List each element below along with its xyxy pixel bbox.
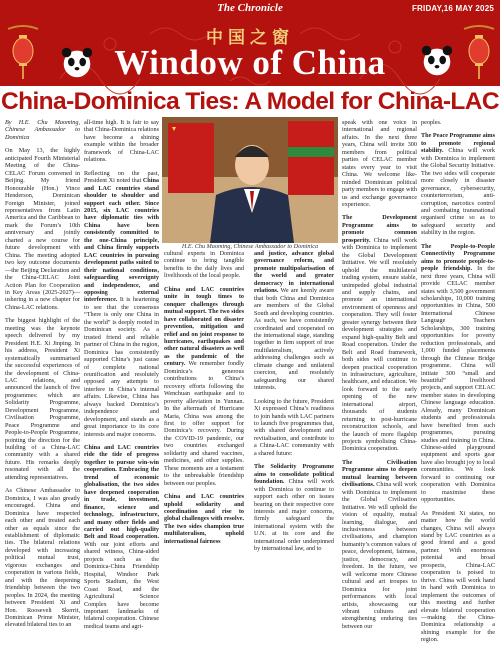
bold-text-run: and justice, advance global governance reform, and promote multipolarisation of the world and greater democracy in international relations. (254, 250, 334, 295)
article-paragraph (342, 459, 417, 630)
text-run: China will work with Dominica to implement the Global Security Initiative. The two sides will cooperate more closely in disaster governance, cybersecurity, counterterrorism, anti-corruption, narcotics control and combating transnational organised crime so as to safeguard security and stability in the region. (421, 147, 495, 237)
bold-text-run: China and LAC countries stand shoulder to shoulder and support each other. Since 2015, six LAC countries have diplomatic ties with China have been consistently committed to the one-China principle, and China firmly supports LAC countries in pursuing development paths suited to their national conditions, safeguarding sovereignty and independence, and opposing external interference. (84, 177, 159, 304)
banner-title: Window of China (114, 43, 386, 82)
text-run: In the next three years, China will provide CELAC member states with 3,500 government scholarships, 10,000 training opportunities in China, 500 International Chinese Language Teachers Scholarships, 300 training opportunities for poverty reduction professionals, and 1,000 funded placements through the Chinese Bridge programme. China will initiate 300 “small and beautiful” livelihood projects, and support CELAC member states in developing Chinese language education. Already, many Dominican students and professionals have benefited from such programmes, pursuing studies and training in China. Chinese-aided playground equipment and sports gear have also brought joy to local communities. We look forward to continuing our cooperation with Dominica to maximise these opportunities. (421, 265, 495, 504)
bold-text-run: China and LAC countries uphold solidarity and coordination and rise to global challenges with resolve. The two sides champion true multilateralism, uphold international fairness (164, 493, 244, 545)
article-paragraph (5, 487, 80, 629)
banner-title-chinese: 中国之窗 (206, 28, 294, 48)
ambassador-photo (162, 117, 338, 243)
article-paragraph (421, 243, 495, 504)
article-paragraph (254, 463, 334, 552)
article-column-3 (164, 250, 244, 551)
article-paragraph (84, 444, 159, 630)
text-run: China will work with Dominica to continue to support each other on issues bearing on their respective core interests and major concerns, firmly safeguard the international system with the U.N. at its core and the international order underpinned by international law, and to (254, 478, 334, 553)
article-paragraph (421, 132, 495, 236)
bold-text-run: The Solidarity Programme aims to consolidate political foundation. (254, 463, 334, 486)
article-column-2 (84, 119, 159, 636)
text-run: cultural experts in Dominica continue to bring tangible benefits to the daily lives and livelihoods of the local people. (164, 250, 244, 280)
article-paragraph (421, 119, 495, 126)
issue-date: FRIDAY,16 MAY 2025 (411, 4, 494, 13)
article-paragraph (342, 214, 417, 453)
bold-text-run: The Peace Programme aims to promote regional stability. (421, 132, 495, 155)
article-column-6 (421, 119, 495, 650)
bold-text-run: The Civilisation Programme aims to deepen mutual learning between civilisations. (342, 458, 417, 489)
publication-name: The Chronicle (217, 2, 283, 14)
article-paragraph (342, 119, 417, 208)
text-run: China will work with Dominica to implement the Global Development Initiative. We will resolutely uphold the multilateral trading system, ensure stable, unimpeded global industrial and supply chains, and promote an international environment of openness and cooperation. They will foster greater synergy between their development strategies and expand high-quality Belt and Road cooperation. Under the Belt and Road framework, both sides will continue to deepen practical cooperation in infrastructure, agriculture, healthcare, and education. We look forward to the early opening of the new international airport, thousands of students returning to post-hurricane reconstruction schools, and the launch of more flagship projects symbolising China-Dominica cooperation. (342, 236, 417, 453)
article-column-5 (342, 119, 417, 636)
text-run: Looking to the future, President Xi expressed China’s readiness to join hands with LAC partners to launch five programmes that, with shared development and revitalisation, and contribute to a China-LAC community with a shared future: (254, 397, 334, 457)
bold-text-run: The People-to-People Connectivity Programme aims to promote people-to-people friendship. (421, 242, 495, 273)
section-banner (0, 19, 500, 86)
text-run: It is heartening to see that the consensus “There is only one China in the world” is deeply rooted in Dominican society. As a trusted friend and reliable partner of China in the region, Dominica has consistently supported China’s just cause of complete national reunification and resolutely opposed any attempts to interfere in China’s internal affairs. Likewise, China has always backed Dominica’s independence and development, and stands as a great importance to its core interests and major concerns. (84, 296, 159, 438)
article-paragraph (164, 250, 244, 280)
article-paragraph (164, 286, 244, 487)
article-paragraph (254, 250, 334, 392)
byline: By H.E. Chu Maoming, Chinese Ambassador to Dominica (5, 119, 80, 141)
masthead-bar (0, 0, 500, 19)
text-run: speak with one voice in international and regional affairs. In the next three years, China will invite 300 members from political parties of CELAC member states every year to visit China. We welcome like-minded Dominican political party members to engage with us and exchange governance experience. (342, 119, 417, 208)
article-paragraph (5, 147, 80, 311)
text-run: On May 13, the highly anticipated Fourth Ministerial Meeting of the China-CELAC Forum convened in Beijing. My friend Honourable (Hon.) Vince Henderson, Dominican Foreign Minister, joined representatives from Latin America and the Caribbean to mark the Forum’s 10th anniversary and jointly charted a new course for future development with China. The meeting adopted two key outcome documents—the Beijing Declaration and the China-CELAC Joint Action Plan for Cooperation in Key Areas (2025-2027)—ushering in a new chapter for China-LAC relations. (5, 147, 80, 311)
bold-text-run: China and LAC countries unite in tough times to conquer challenges through mutual support. The two sides have collaborated on disaster prevention, mitigation and relief and on joint response to hurricanes, earthquakes and other natural disasters as well as the pandemic of the century. (164, 285, 244, 368)
bold-text-run: China and LAC countries ride the tide of progress together to pursue win-win cooperation. Embracing the trend of economic globalisation, the two sides have deepened cooperation in trade, investment, finance, science and technology, infrastructure, and many other fields and carried out high-quality Belt and Road cooperation. (84, 444, 159, 541)
article-paragraph (84, 119, 159, 164)
bold-text-run: The Development Programme aims to promote common prosperity. (342, 214, 417, 244)
text-run: We remember fondly Dominica’s generous contributions to China’s recovery efforts following the Wenchuan earthquake and to poverty alleviation in Yunnan. In the aftermath of Hurricane Maria, China was among the first to offer support for Dominica’s recovery. During the COVID-19 pandemic, our two countries exchanged solidarity and shared vaccines, medicines, and other supplies. These moments are a testament to the unbreakable friendship between our peoples. (164, 360, 244, 487)
text-run: Reflecting on the past, President Xi noted that (84, 169, 159, 185)
article-paragraph (5, 317, 80, 481)
text-run: peoples. (421, 119, 442, 126)
text-run: all-time high. It is fair to say that China-Dominica relations have become a shining example within the broader framework of China-LAC relations. (84, 119, 159, 164)
article-paragraph (254, 398, 334, 458)
article-paragraph (5, 119, 80, 141)
article-paragraph (164, 493, 244, 545)
article-column-4 (254, 250, 334, 559)
article-headline: China-Dominica Ties: A Model for China-LAC (1, 88, 499, 115)
text-run: With our joint efforts and shared witness, China-aided projects such as the Dominica-China Friendship Hospital, Windsor Park Sports Stadium, the West Coast Road, and the Agricultural Science Complex have become important landmarks of bilateral cooperation. Chinese medical teams and agri- (84, 540, 159, 630)
article-column-1 (5, 119, 80, 635)
photo-caption: H.E. Chu Maoming, Chinese Ambassador to Dominica (181, 243, 319, 250)
text-run: China will work with Dominica to implement the Global Civilisation Initiative. We will uphold the vision of equality, mutual learning, dialogue, and inclusiveness between civilisations, and champion humanity’s common values of peace, development, fairness, justice, democracy, and freedom. In the future, we will welcome more Chinese cultural and art troupes to Dominica for joint performances with local artists, showcasing our vibrant cultures and strengthening enduring ties between our (342, 481, 417, 630)
text-run: As Chinese Ambassador to Dominica, I was also greatly encouraged. China and Dominica have respected each other and treated each other as equals since the establishment of diplomatic ties. The bilateral relations developed with increasing political mutual trust, vigorous exchanges and cooperation in various fields, and with the deepening friendship between the two peoples. In 2024, the meeting between President Xi and Hon. Roosevelt Skerrit, Dominican Prime Minister, elevated bilateral ties to an (5, 487, 80, 629)
text-run: The biggest highlight of the meeting was the keynote speech delivered by my President H.E. Xi Jinping. In his address, President Xi systematically summarised the successful experiences of the development of China-LAC relations, and announced the launch of five programmes: which are Solidarity Programme, Development Programme, Civilisation Programme, Peace Programme and People-to-People Programme, pointing the direction for the building of a China-LAC community with a shared future. His remarks deeply resonated with all the attending representatives. (5, 317, 80, 481)
article-paragraph (421, 510, 495, 644)
text-run: We are keenly aware that both China and Dominica are members of the Global South and developing countries. As such, we have consistently coordinated and cooperated on the international stage, standing together in firm support of true multilateralism, actively addressing challenges such as climate change and unilateral coercion, and resolutely safeguarding our shared interests. (254, 287, 334, 392)
text-run: As President Xi states, no matter how the world changes, China will always stand by LAC countries as a good friend and a good partner. With enormous potential and broad prospects, China-LAC cooperation is poised to thrive. China will work hand in hand with Dominica to implement the outcomes of this meeting and further elevate bilateral cooperation—making the China-Dominica relationship a shining example for the region. (421, 509, 495, 644)
article-paragraph (84, 170, 159, 438)
